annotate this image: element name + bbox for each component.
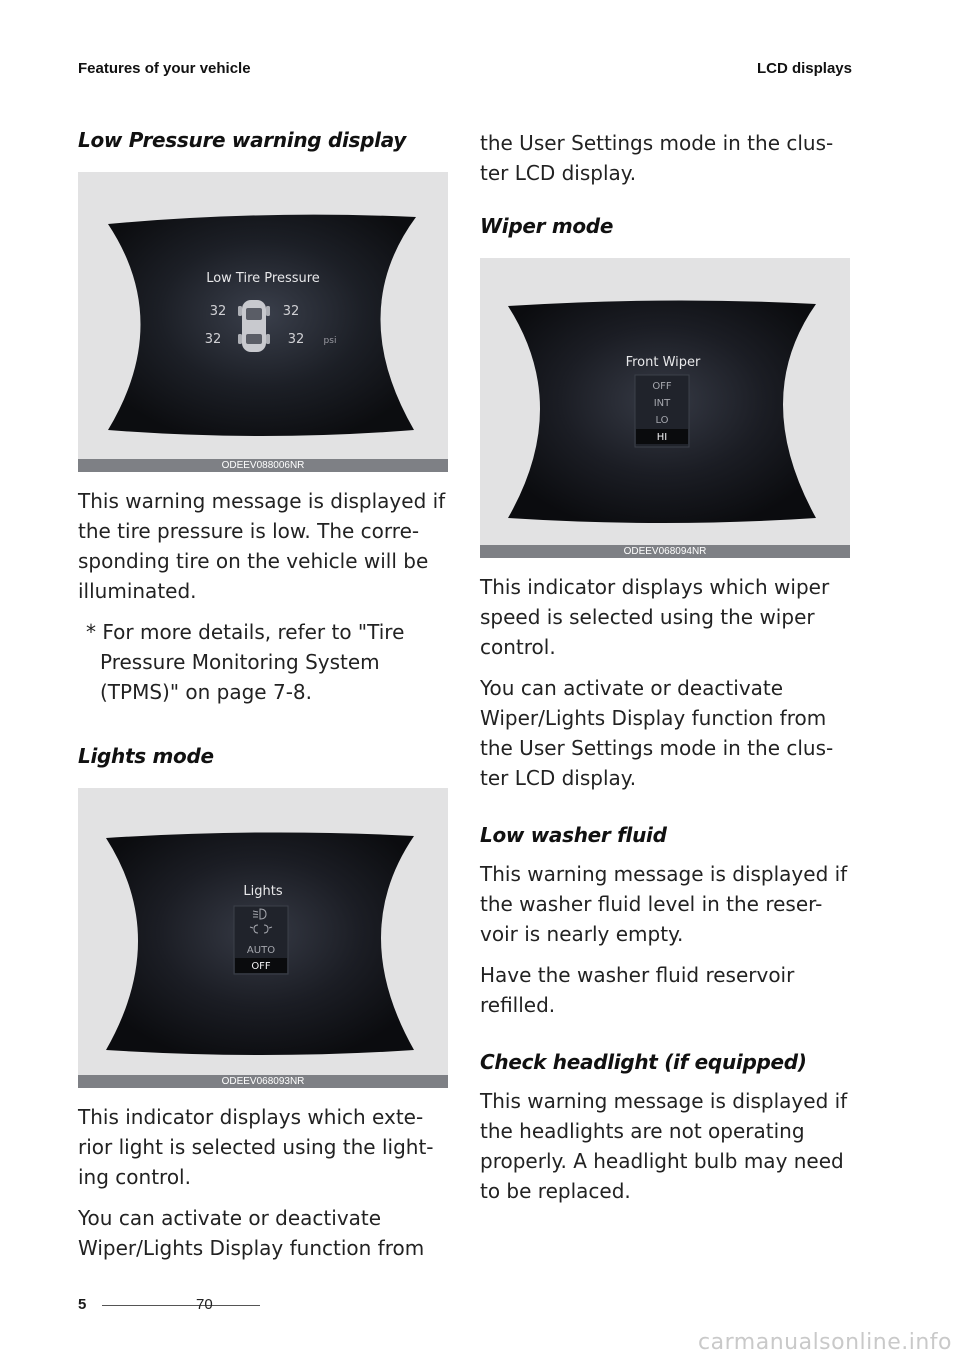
tire-value-front-right: 32 [282, 304, 300, 319]
figure-wiper-mode [480, 258, 850, 558]
lights-option-auto: AUTO [246, 945, 276, 956]
pressure-unit: psi [323, 336, 337, 346]
figure-caption: ODEEV068094NR [480, 545, 850, 558]
paragraph: This warning message is displayed if the headlights are not operating properly. A headlight bulb may need to be replaced. [480, 1089, 848, 1203]
tire-value-rear-left: 32 [204, 332, 222, 347]
figure-caption: ODEEV068093NR [78, 1075, 448, 1088]
note-paragraph: * For more details, refer to "Tire Pressure Monitoring System (TPMS)" on page 7-8. [86, 620, 405, 704]
right-column [480, 128, 850, 1217]
wiper-option-hi-selected: HI [656, 432, 668, 443]
screen-title: Front Wiper [625, 355, 701, 370]
left-column [78, 128, 448, 1274]
paragraph: You can activate or deactivate Wiper/Lights Display function from the User Settings mode in the clus-ter LCD display. [480, 676, 834, 790]
tire-value-front-left: 32 [209, 304, 227, 319]
cluster-screen [480, 258, 850, 545]
paragraph: This indicator displays which wiper speed is selected using the wiper control. [480, 575, 830, 659]
section-title-lights-mode: Lights mode [78, 744, 214, 768]
paragraph: This warning message is displayed if the washer fluid level in the reser-voir is nearly empty. [480, 862, 848, 946]
paragraph: This warning message is displayed if the tire pressure is low. The corre-sponding tire on the vehicle will be illuminated. [78, 489, 446, 603]
cluster-screen [78, 172, 448, 459]
wiper-option-lo: LO [655, 415, 669, 426]
figure-lights-mode [78, 788, 448, 1088]
screen-title: Lights [243, 884, 283, 899]
wiper-option-int: INT [653, 398, 671, 409]
wiper-option-off: OFF [652, 381, 672, 392]
paragraph: Have the washer fluid reservoir refilled. [480, 963, 795, 1017]
section-number: 5 [78, 1296, 87, 1313]
cluster-screen [78, 788, 448, 1075]
page-number: 70 [196, 1296, 213, 1313]
figure-low-tire-pressure [78, 172, 448, 472]
figure-caption: ODEEV088006NR [78, 459, 448, 472]
running-header-left: Features of your vehicle [78, 60, 251, 77]
watermark: carmanualsonline.info [698, 1330, 952, 1355]
section-title-wiper-mode: Wiper mode [480, 214, 614, 238]
paragraph: You can activate or deactivate Wiper/Lights Display function from [78, 1206, 425, 1260]
running-header-right: LCD displays [756, 60, 852, 77]
screen-title: Low Tire Pressure [206, 271, 320, 286]
car-top-view-icon [238, 300, 270, 352]
section-title-low-washer-fluid: Low washer fluid [480, 823, 667, 847]
lights-option-off-selected: OFF [251, 961, 271, 972]
paragraph: the User Settings mode in the clus-ter LCD display. [480, 131, 834, 185]
paragraph: This indicator displays which exte-rior light is selected using the light-ing control. [78, 1105, 434, 1189]
section-title-low-pressure: Low Pressure warning display [78, 128, 407, 152]
section-title-check-headlight: Check headlight (if equipped) [480, 1050, 807, 1074]
tire-value-rear-right: 32 [287, 332, 305, 347]
footer-divider [102, 1305, 260, 1306]
